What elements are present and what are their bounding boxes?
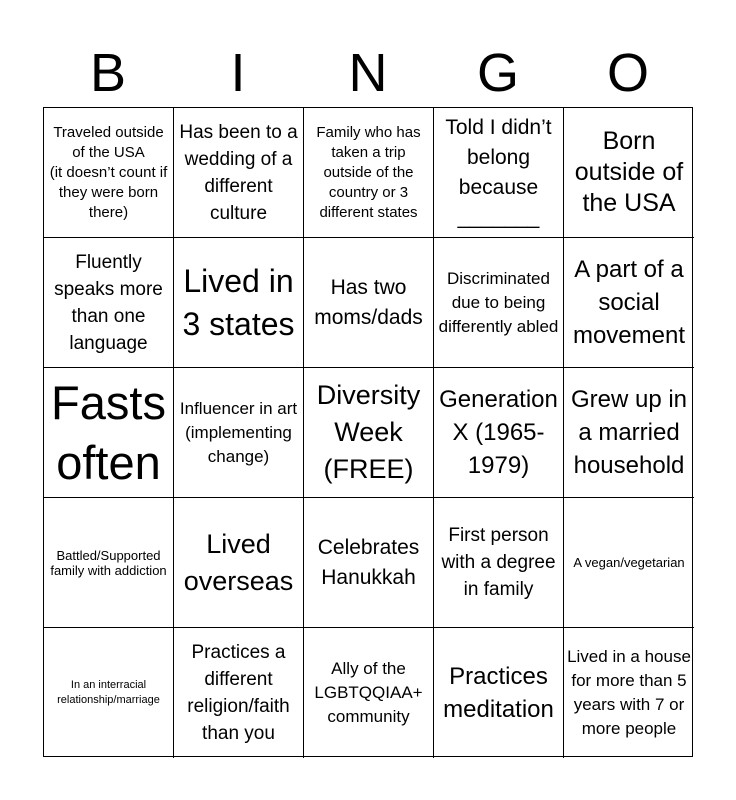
bingo-cell[interactable] — [44, 498, 174, 628]
header-letter-o: O — [606, 43, 649, 103]
cell-text: In an interracial relationship/marriage — [57, 679, 160, 706]
cell-text: Generation X (1965-1979) — [439, 386, 558, 479]
bingo-cell[interactable] — [304, 498, 434, 628]
cell-text: Celebrates Hanukkah — [317, 535, 420, 589]
header-letter-i: I — [230, 43, 246, 103]
bingo-cell[interactable] — [564, 498, 694, 628]
cell-text: A part of a social movement — [572, 256, 686, 349]
cell-text: Ally of the LGBTQQIAA+ community — [314, 659, 423, 726]
bingo-cell[interactable] — [174, 368, 304, 498]
bingo-card-grid — [43, 107, 693, 757]
bingo-cell[interactable] — [564, 368, 694, 498]
cell-text: Discriminated due to being differently abled — [438, 268, 559, 336]
bingo-cell[interactable] — [174, 238, 304, 368]
cell-text: Told I didn’t belong because _______ — [445, 115, 552, 229]
header-letter-n: N — [348, 43, 388, 103]
bingo-cell-free-space[interactable] — [304, 368, 434, 498]
cell-text: Has been to a wedding of a different culture — [179, 121, 298, 224]
cell-text: Practices a different religion/faith than you — [187, 642, 290, 744]
cell-text: Battled/Supported family with addiction — [50, 547, 167, 578]
bingo-cell[interactable] — [434, 238, 564, 368]
bingo-cell[interactable] — [304, 108, 434, 238]
cell-text: Family who has taken a trip outside of the country or 3 different states — [316, 123, 421, 221]
cell-text: First person with a degree in family — [441, 525, 556, 600]
cell-text: Lived overseas — [183, 528, 294, 596]
bingo-cell[interactable] — [434, 628, 564, 758]
bingo-cell[interactable] — [44, 368, 174, 498]
bingo-cell[interactable] — [564, 108, 694, 238]
bingo-cell[interactable] — [434, 498, 564, 628]
cell-text: Lived in a house for more than 5 years with 7 or more people — [567, 647, 691, 738]
cell-text: Diversity Week (FREE) — [316, 380, 421, 484]
cell-text: Fluently speaks more than one language — [54, 251, 163, 354]
cell-text: Grew up in a married household — [570, 386, 688, 479]
bingo-cell[interactable] — [434, 368, 564, 498]
bingo-cell[interactable] — [304, 628, 434, 758]
cell-text: Has two moms/dads — [314, 275, 423, 329]
bingo-cell[interactable] — [564, 238, 694, 368]
bingo-cell[interactable] — [174, 498, 304, 628]
cell-text: Traveled outside of the USA (it doesn’t count if they were born there) — [49, 123, 168, 221]
cell-text: Born outside of the USA — [574, 127, 684, 217]
bingo-cell[interactable] — [434, 108, 564, 238]
header-letter-g: G — [476, 43, 519, 103]
bingo-cell[interactable] — [174, 108, 304, 238]
bingo-cell[interactable] — [44, 108, 174, 238]
bingo-cell[interactable] — [44, 238, 174, 368]
header-letter-b: B — [89, 43, 127, 103]
bingo-header — [43, 40, 693, 106]
bingo-cell[interactable] — [44, 628, 174, 758]
bingo-cell[interactable] — [564, 628, 694, 758]
cell-text: Practices meditation — [443, 663, 554, 723]
cell-text: Fasts often — [51, 375, 166, 489]
cell-text: Lived in 3 states — [182, 262, 295, 342]
cell-text: Influencer in art (implementing change) — [179, 398, 298, 466]
bingo-cell[interactable] — [174, 628, 304, 758]
cell-text: A vegan/vegetarian — [573, 555, 685, 570]
bingo-cell[interactable] — [304, 238, 434, 368]
